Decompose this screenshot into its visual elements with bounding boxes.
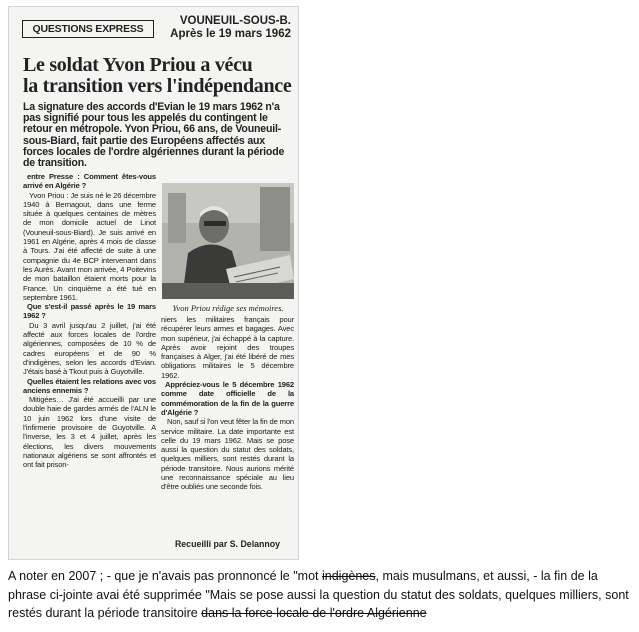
- dateline-place: VOUNEUIL-SOUS-B.: [179, 15, 291, 27]
- article-column-right: [161, 315, 294, 492]
- article-column-left: [23, 172, 156, 470]
- section-tag: QUESTIONS EXPRESS: [22, 20, 154, 38]
- interview-question-3: Quelles étaient les relations avec vos anciens ennemis ?: [23, 376, 156, 395]
- interview-question-4: Appréciez-vous le 5 décembre 1962 comme date officielle de la commémoration de la fin de la guerre d'Algérie ?: [161, 380, 294, 417]
- newspaper-clipping: [8, 6, 299, 560]
- photo-caption: Yvon Priou rédige ses mémoires.: [172, 303, 284, 313]
- dateline-subtitle: Après le 19 mars 1962: [170, 28, 291, 40]
- annotation-note: [8, 567, 632, 623]
- note-struck-word: indigènes: [321, 569, 376, 583]
- interview-answer-3-continued: niers les militaires français pour récupérer leurs armes et bagages. Avec mon supérieur, j'ai échappé à la capture. Après avoir rejoint des troupes françaises à Alger, j'ai été libéré de mes obligations militaires le 5 décembre 1962.: [161, 315, 294, 380]
- note-text-1: A noter en 2007 ; - que je n'avais pas pronnoncé le "mot: [8, 569, 322, 583]
- dateline: [159, 15, 291, 41]
- interview-answer-1: Yvon Priou : Je suis né le 26 décembre 1940 à Bernagout, dans une ferme située à quelques centaines de mètres de mon domicile actuel de Linot (Vouneuil-sous-Biard). Je suis arrivé en 1961 en Algérie, après 4 mois de classe à Tours. J'ai été affecté de suite à une compagnie du 4e BCP intervenant dans les Aurès. Avant mon arrivée, 4 Poitevins de mon bataillon étaient morts pour la France. Un cinquième a été tué en septembre 1961.: [23, 190, 156, 302]
- article-title-line-2: la transition vers l'indépendance: [23, 75, 292, 97]
- article-title: [23, 55, 293, 97]
- note-struck-phrase: dans la force locale de l'ordre Algérienne: [201, 606, 427, 620]
- interview-question-1: entre Presse : Comment êtes-vous arrivé en Algérie ?: [23, 172, 156, 191]
- note-text-2: , mais musulmans, et aussi, - la fin de la phrase ci-jointe avai été supprimée "Mais se pose aussi la question du statut des soldats, quelques milliers, sont restés durant la période transitoire: [8, 569, 629, 620]
- author-signature: Recueilli par S. Delannoy: [174, 539, 281, 549]
- interview-answer-4: Non, sauf si l'on veut fêter la fin de mon service militaire. La date importante est celle du 19 mars 1962. Mais se pose aussi la question du statut des soldats, quelques milliers, sont restés durant la période transitoire. Nous aurions mérité une reconnaissance spéciale au lieu d'être oubliés une seconde fois.: [161, 417, 294, 492]
- interview-question-2: Que s'est-il passé après le 19 mars 1962 ?: [23, 302, 156, 321]
- article-title-line-1: Le soldat Yvon Priou a vécu: [23, 54, 253, 76]
- interview-answer-3: Mitigées… J'ai été accueilli par une double haie de gardes armés de l'ALN le 10 juin 1962 lors d'une visite de l'infirmerie provisoire de Guyotville. A l'inverse, les 3 et 4 juillet, après les élections, les divers mouvements nationaux algériens se sont affrontés et ont fait prison-: [23, 395, 156, 470]
- portrait-photo-image: [162, 183, 294, 299]
- article-lead: La signature des accords d'Evian le 19 mars 1962 n'a pas signifié pour tous les appelés du contingent le retour en métropole. Yvon Priou, 66 ans, de Vouneuil-sous-Biard, fait partie des Européens affectés aux forces locales de l'ordre algériennes durant la période de transition.: [23, 101, 285, 170]
- interview-answer-2: Du 3 avril jusqu'au 2 juillet, j'ai été affecté aux forces locales de l'ordre algériennes, composées de 10 % de cadres européens et de 90 % d'indigènes, selon les accords d'Evian. J'étais basé à Tkout puis à Guyotville.: [23, 320, 156, 377]
- portrait-photo: [162, 183, 294, 299]
